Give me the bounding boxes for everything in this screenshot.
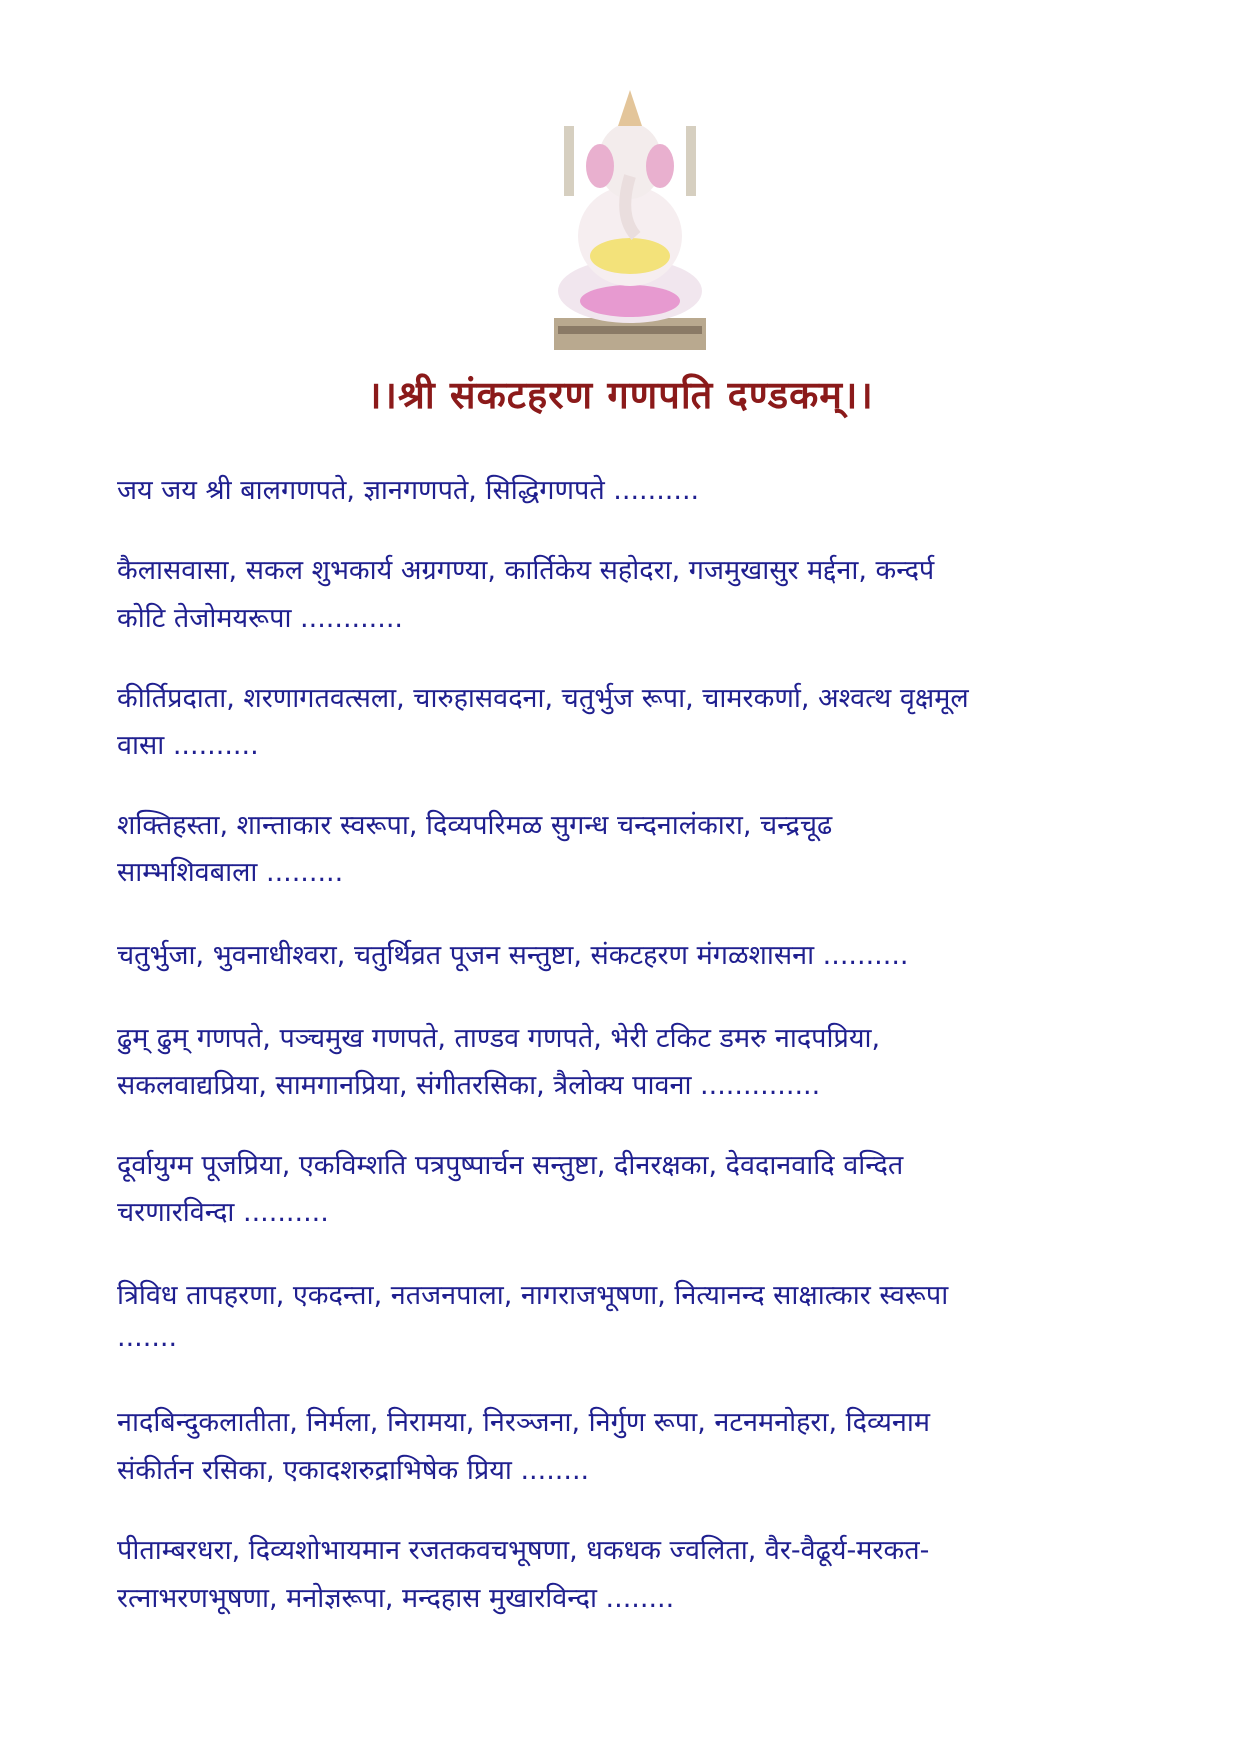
verse-line: पीताम्बरधरा, दिव्यशोभायमान रजतकवचभूषणा, धकधक ज्वलिता, वैर-वैढूर्य-मरकत- [117, 1535, 930, 1566]
verse-line: दूर्वायुग्म पूजप्रिया, एकविम्शति पत्रपुष्पार्चन सन्तुष्टा, दीनरक्षका, देवदानवादि वन्दित [117, 1150, 904, 1181]
verse-line: सकलवाद्यप्रिया, सामगानप्रिया, संगीतरसिका, त्रैलोक्य पावना .............. [117, 1070, 821, 1101]
verse-line: चरणारविन्दा .......... [117, 1197, 329, 1228]
verse-line: कोटि तेजोमयरूपा ............ [117, 603, 404, 634]
ganesha-idol-image [548, 86, 712, 352]
verse-line: जय जय श्री बालगणपते, ज्ञानगणपते, सिद्धिगणपते .......... [117, 475, 700, 506]
verse-line: शक्तिहस्ता, शान्ताकार स्वरूपा, दिव्यपरिमळ सुगन्ध चन्दनालंकारा, चन्द्रचूढ [117, 810, 833, 841]
verse-line: कीर्तिप्रदाता, शरणागतवत्सला, चारुहासवदना, चतुर्भुज रूपा, चामरकर्णा, अश्वत्थ वृक्षमूल [117, 683, 969, 714]
verse-line: रत्नाभरणभूषणा, मनोज्ञरूपा, मन्दहास मुखारविन्दा ........ [117, 1583, 675, 1614]
verse-line: त्रिविध तापहरणा, एकदन्ता, नतजनपाला, नागराजभूषणा, नित्यानन्द साक्षात्कार स्वरूपा [117, 1280, 949, 1311]
verse-line: ....... [117, 1322, 178, 1353]
verse-line: चतुर्भुजा, भुवनाधीश्वरा, चतुर्थिव्रत पूजन सन्तुष्टा, संकटहरण मंगळशासना .......... [117, 940, 909, 971]
verse-line: वासा .......... [117, 730, 259, 761]
verse-line: नादबिन्दुकलातीता, निर्मला, निरामया, निरञ्जना, निर्गुण रूपा, नटनमनोहरा, दिव्यनाम [117, 1407, 930, 1438]
verse-line: संकीर्तन रसिका, एकादशरुद्राभिषेक प्रिया ........ [117, 1455, 590, 1486]
verse-line: साम्भशिवबाला ......... [117, 857, 344, 888]
verse-line: ढुम् ढुम् गणपते, पञ्चमुख गणपते, ताण्डव गणपते, भेरी टकिट डमरु नादपप्रिया, [117, 1023, 881, 1054]
verse-line: कैलासवासा, सकल शुभकार्य अग्रगण्या, कार्तिकेय सहोदरा, गजमुखासुर मर्द्दना, कन्दर्प [117, 555, 935, 586]
page-title: ।।श्री संकटहरण गणपति दण्डकम्।। [367, 373, 874, 417]
